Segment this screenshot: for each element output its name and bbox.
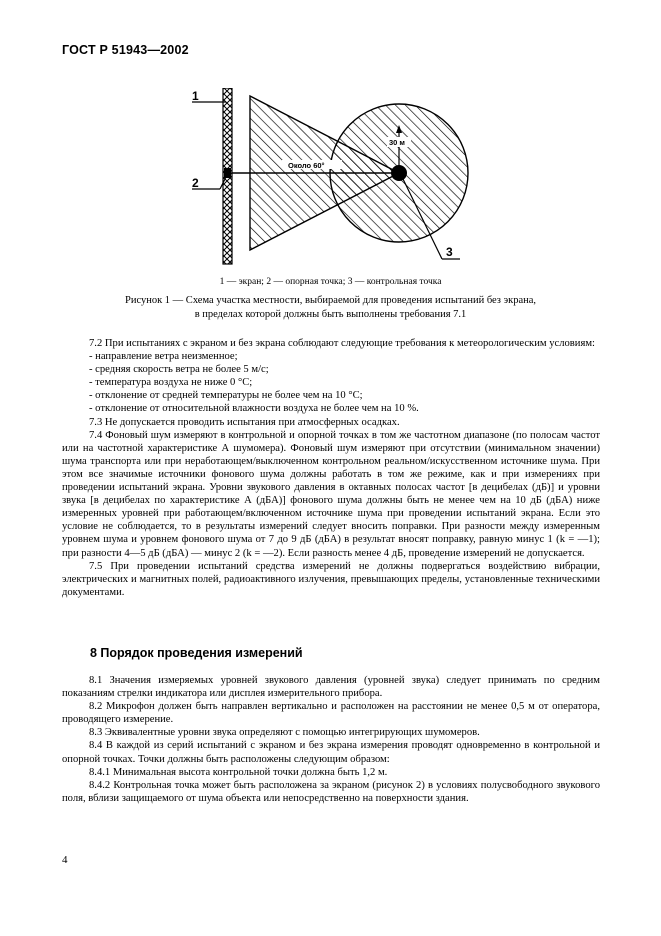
figure-caption	[60, 294, 601, 322]
paragraph-8-4: 8.4 В каждой из серий испытаний с экраном и без экрана измерения проводят одновременно в контрольной и опорной точках. Точки должны быть расположены следующим образом:	[62, 740, 600, 765]
section-8-text	[62, 674, 600, 805]
paragraph-7-3: 7.3 Не допускается проводить испытания при атмосферных осадках.	[89, 416, 400, 428]
reference-point	[224, 168, 231, 178]
paragraph-8-1: 8.1 Значения измеряемых уровней звукового давления (уровней звука) следует принимать по средним показаниям стрелки индикатора или дисплея измерительного прибора.	[62, 675, 600, 700]
label-screen: 1	[192, 89, 199, 103]
paragraph-8-4-1: 8.4.1 Минимальная высота контрольной точки должна быть 1,2 м.	[89, 766, 388, 778]
caption-line-1: Рисунок 1 — Схема участка местности, выбираемой для проведения испытаний без экрана,	[124, 295, 537, 306]
list-item: - направление ветра неизменное;	[89, 351, 238, 363]
figure-1-diagram	[170, 88, 470, 268]
label-reference-point: 2	[192, 176, 199, 190]
section-7-text	[62, 337, 600, 599]
caption-line-2: в пределах которой должны быть выполнены требования 7.1	[194, 309, 467, 320]
list-item: - отклонение от средней температуры не более чем на 10 °С;	[89, 390, 363, 402]
label-control-point: 3	[446, 245, 453, 259]
figure-legend: 1 — экран; 2 — опорная точка; 3 — контрольная точка	[219, 277, 442, 287]
paragraph-7-2: 7.2 При испытаниях с экраном и без экрана соблюдают следующие требования к метеорологическим условиям:	[89, 338, 595, 349]
paragraph-8-2: 8.2 Микрофон должен быть направлен вертикально и расположен на расстоянии не менее 0,5 м от оператора, проводящего измерение.	[62, 701, 600, 726]
distance-label: 30 м	[389, 138, 405, 147]
angle-label: Около 60°	[288, 161, 325, 170]
paragraph-8-3: 8.3 Эквивалентные уровни звука определяют с помощью интегрирующих шумомеров.	[89, 727, 480, 739]
paragraph-7-4: 7.4 Фоновый шум измеряют в контрольной и опорной точках в том же частотном диапазоне (по полосам частот или на частотной характеристике А шумомера). Фоновый шум измеряют при отсутствии (минимальном значении) шума транспорта или при неработающем/выключенном контрольном реальном/искусственном источнике шума. При этом все значимые источники фонового шума должны работать в том же режиме, как и при измерениях при проведении испытаний экрана. Уровни звукового давления в октавных полосах частот [в децибелах (дБ)] и уровни звука [в децибелах по характеристике А (дБА)] фонового шума должны быть не менее чем на 10 дБ (дБА) ниже измеренных уровней при работающем/включенном источнике шума при проведении испытаний экрана. Если это условие не соблюдается, то в результаты измерений следует вносить поправки. При разности между измеренным уровнем шума и уровнем фонового шума от 7 до 9 дБ (дБА) в результат вносят поправку, равную минус 1 (k = —1); при разности 4—5 дБ (дБА) — минус 2 (k = —2). Если разность менее 4 дБ, проведение измерений не допускается.	[62, 429, 600, 559]
section-8-heading: 8 Порядок проведения измерений	[90, 646, 303, 660]
paragraph-8-4-2: 8.4.2 Контрольная точка может быть расположена за экраном (рисунок 2) в условиях полусвободного звукового поля, вблизи защищаемого от шума объекта или непосредственно на поверхности здания.	[62, 779, 600, 804]
list-item: - отклонение от относительной влажности воздуха не более чем на 10 %.	[89, 403, 419, 415]
document-header: ГОСТ Р 51943—2002	[62, 43, 189, 57]
paragraph-7-5: 7.5 При проведении испытаний средства измерений не должны подвергаться воздействию вибрации, электрических и магнитных полей, радиоактивного излучения, превышающих пределы, установленные техническими документами.	[62, 560, 600, 598]
list-item: - температура воздуха не ниже 0 °С;	[89, 377, 253, 389]
page-number: 4	[62, 854, 68, 866]
list-item: - средняя скорость ветра не более 5 м/с;	[89, 364, 269, 376]
